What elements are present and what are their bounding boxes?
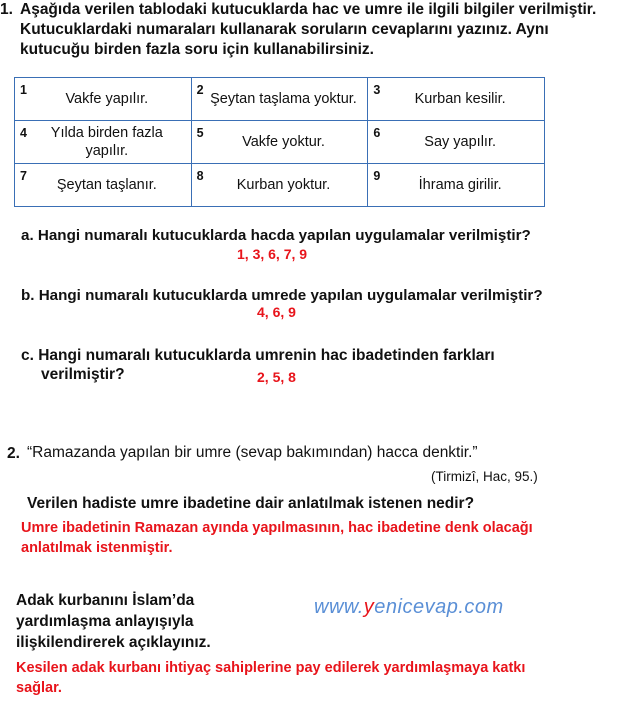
question-1a: a. Hangi numaralı kutucuklarda hacda yapılan uygulamalar verilmiştir?	[21, 227, 531, 244]
question-1-text: Aşağıda verilen tablodaki kutucuklarda hac ve umre ile ilgili bilgiler verilmiştir. Kutucuklardaki numaraları kullanarak soruların cevaplarını yazınız. Aynı kutucuğu birden fazla soru için kullanabilirsiniz.	[20, 1, 597, 58]
answer-2-line1: Umre ibadetinin Ramazan ayında yapılmasının, hac ibadetine denk olacağı	[21, 520, 533, 536]
info-box: 9 İhrama girilir.	[368, 164, 545, 207]
answer-2-line2: anlatılmak istenmiştir.	[21, 540, 173, 556]
question-1c-line2: verilmiştir?	[41, 366, 125, 383]
question-3-line3: ilişkilendirerek açıklayınız.	[16, 634, 211, 651]
info-box: 4 Yılda birden fazla yapılır.	[15, 121, 192, 164]
hadith-quote: “Ramazanda yapılan bir umre (sevap bakımından) hacca denktir.”	[27, 444, 478, 461]
info-box: 6 Say yapılır.	[368, 121, 545, 164]
info-box: 2 Şeytan taşlama yoktur.	[191, 78, 368, 121]
answer-3-line1: Kesilen adak kurbanı ihtiyaç sahiplerine pay edilerek yardımlaşmaya katkı	[16, 660, 526, 676]
info-box: 8 Kurban yoktur.	[191, 164, 368, 207]
answer-1a: 1, 3, 6, 7, 9	[237, 246, 308, 262]
info-box: 5 Vakfe yoktur.	[191, 121, 368, 164]
info-box: 7 Şeytan taşlanır.	[15, 164, 192, 207]
question-1-number: 1.	[0, 1, 13, 18]
answer-1c: 2, 5, 8	[257, 369, 296, 385]
question-1-instructions	[0, 0, 612, 60]
info-boxes-table	[14, 77, 545, 207]
info-box: 3 Kurban kesilir.	[368, 78, 545, 121]
question-1c-line1: c. Hangi numaralı kutucuklarda umrenin hac ibadetinden farkları	[21, 347, 495, 364]
info-box: 1 Vakfe yapılır.	[15, 78, 192, 121]
question-2-number: 2.	[7, 445, 20, 462]
question-1b: b. Hangi numaralı kutucuklarda umrede yapılan uygulamalar verilmiştir?	[21, 287, 543, 304]
question-3-line1: Adak kurbanını İslam’da	[16, 592, 195, 609]
hadith-source: (Tirmizî, Hac, 95.)	[431, 469, 538, 484]
question-2: Verilen hadiste umre ibadetine dair anlatılmak istenen nedir?	[27, 495, 475, 512]
answer-3-line2: sağlar.	[16, 680, 62, 696]
watermark-logo: www.yenicevap.com	[314, 596, 504, 618]
answer-1b: 4, 6, 9	[257, 304, 296, 320]
question-3-line2: yardımlaşma anlayışıyla	[16, 613, 194, 630]
